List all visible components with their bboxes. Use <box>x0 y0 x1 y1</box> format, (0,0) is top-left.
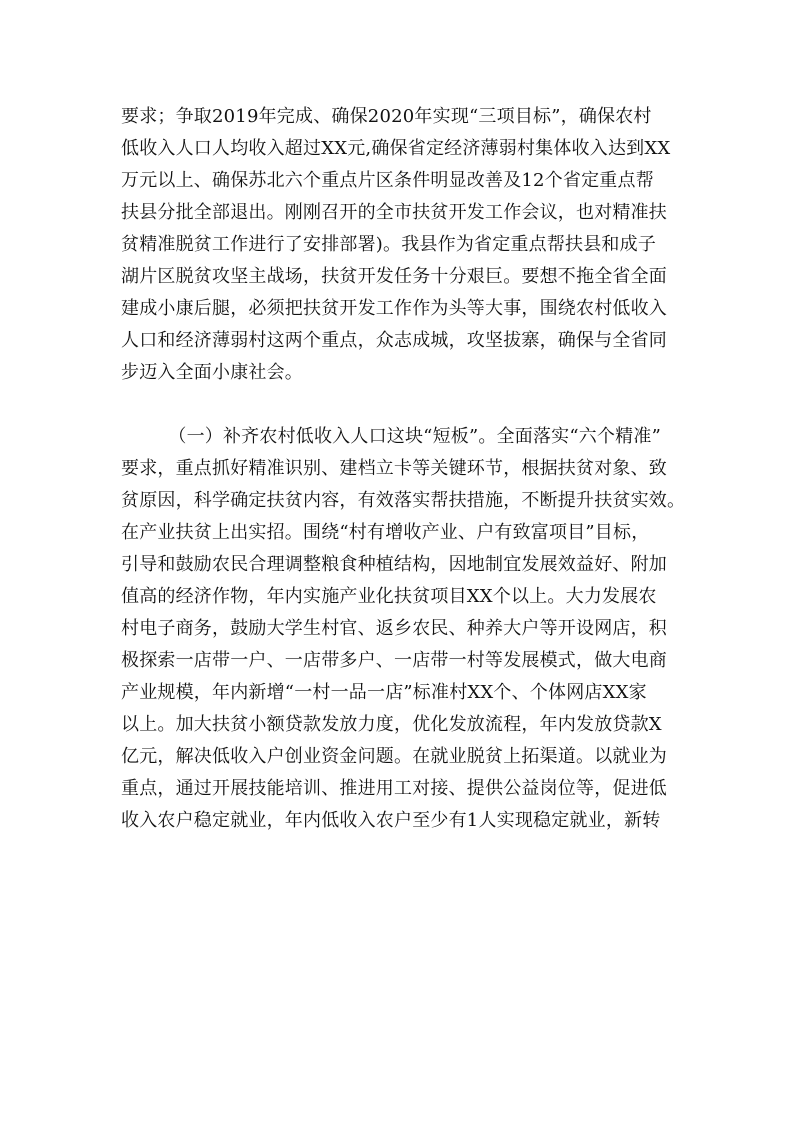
paragraph-line: 收入农户稳定就业，年内低收入农户至少有1人实现稳定就业，新转 <box>121 810 661 831</box>
paragraph-line: 极探索一店带一户、一店带多户、一店带一村等发展模式，做大电商 <box>121 650 667 671</box>
paragraph-line: 引导和鼓励农民合理调整粮食种植结构，因地制宜发展效益好、附加 <box>121 554 667 575</box>
paragraph-line: 湖片区脱贫攻坚主战场，扶贫开发任务十分艰巨。要想不拖全省全面 <box>121 266 667 287</box>
paragraph-line: 人口和经济薄弱村这两个重点，众志成城，攻坚拔寨，确保与全省同 <box>121 330 667 351</box>
paragraph-gap <box>121 389 681 421</box>
paragraph-line: 值高的经济作物，年内实施产业化扶贫项目XX个以上。大力发展农 <box>121 586 657 607</box>
paragraph-line: 要求，重点抓好精准识别、建档立卡等关键环节，根据扶贫对象、致 <box>121 458 667 479</box>
paragraph-line: 要求；争取2019年完成、确保2020年实现“三项目标”，确保农村 <box>121 106 652 127</box>
paragraph-line: 低收入人口人均收入超过XX元,确保省定经济薄弱村集体收入达到XX <box>121 138 671 159</box>
paragraph-line: 村电子商务，鼓励大学生村官、返乡农民、种养大户等开设网店，积 <box>121 618 667 639</box>
paragraph-line: 贫原因，科学确定扶贫内容，有效落实帮扶措施，不断提升扶贫实效。 <box>121 490 686 511</box>
paragraph-line: 以上。加大扶贫小额贷款发放力度，优化发放流程，年内发放贷款X <box>121 714 662 735</box>
paragraph-line: 扶县分批全部退出。刚刚召开的全市扶贫开发工作会议，也对精准扶 <box>121 202 667 223</box>
paragraph-line: 万元以上、确保苏北六个重点片区条件明显改善及12个省定重点帮 <box>121 170 654 191</box>
paragraph-line: 产业规模，年内新增“一村一品一店”标准村XX个、个体网店XX家 <box>121 682 647 703</box>
paragraph-line: 在产业扶贫上出实招。围绕“村有增收产业、户有致富项目”目标， <box>121 522 650 543</box>
paragraph-line: 重点，通过开展技能培训、推进用工对接、提供公益岗位等，促进低 <box>121 778 667 799</box>
document-body <box>121 101 686 837</box>
paragraph-line: （一）补齐农村低收入人口这块“短板”。全面落实“六个精准” <box>121 426 661 447</box>
paragraph-line: 建成小康后腿，必须把扶贫开发工作作为头等大事，围绕农村低收入 <box>121 298 667 319</box>
paragraph-line: 亿元，解决低收入户创业资金问题。在就业脱贫上拓渠道。以就业为 <box>121 746 667 767</box>
paragraph-line: 贫精准脱贫工作进行了安排部署)。我县作为省定重点帮扶县和成子 <box>121 234 657 255</box>
paragraph-line: 步迈入全面小康社会。 <box>121 362 303 383</box>
